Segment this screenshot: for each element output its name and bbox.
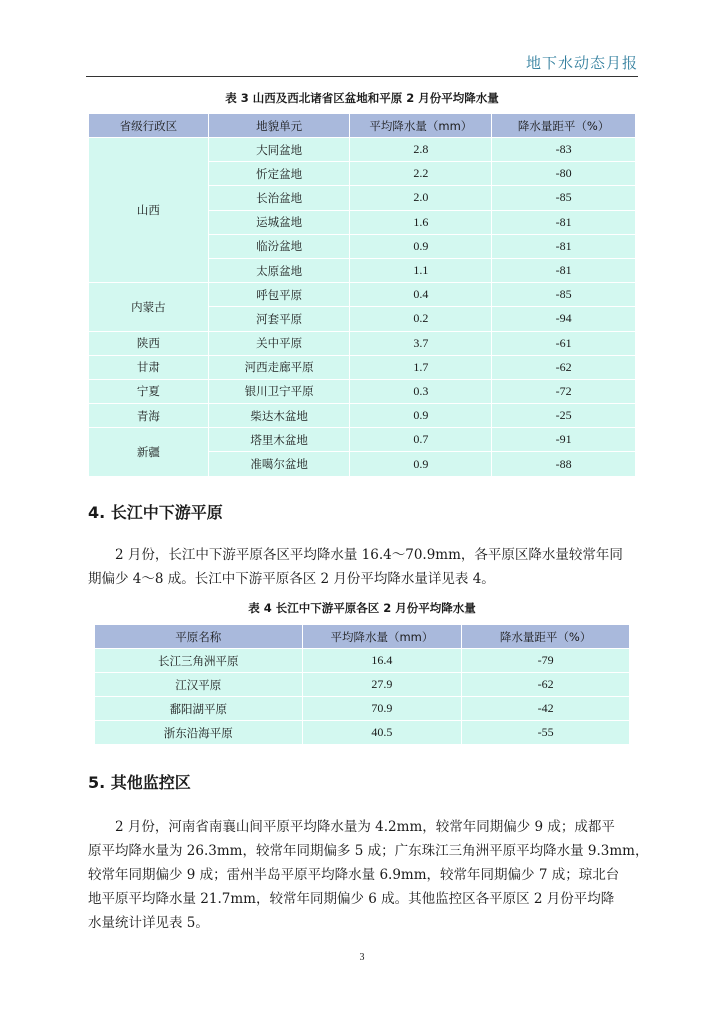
- table3-header-province: 省级行政区: [89, 114, 209, 138]
- unit-cell: 河西走廊平原: [208, 355, 350, 379]
- unit-cell: 忻定盆地: [208, 162, 350, 186]
- paragraph-line: 2 月份，长江中下游平原各区平均降水量 16.4～70.9mm，各平原区降水量较常年同: [115, 547, 623, 563]
- page-number: 3: [359, 952, 365, 963]
- unit-cell: 太原盆地: [208, 258, 350, 282]
- table-row: [89, 283, 636, 307]
- anomaly-cell: -91: [492, 428, 636, 452]
- section5-title: 5. 其他监控区: [88, 773, 191, 792]
- unit-cell: 银川卫宁平原: [208, 379, 350, 403]
- province-cell: 青海: [89, 404, 209, 428]
- unit-cell: 塔里木盆地: [208, 428, 350, 452]
- paragraph-line: 地平原平均降水量 21.7mm，较常年同期偏少 6 成。其他监控区各平原区 2 月份平均降: [88, 891, 615, 907]
- precip-cell: 1.6: [350, 210, 492, 234]
- table3-header-unit: 地貌单元: [208, 114, 350, 138]
- precip-cell: 2.8: [350, 138, 492, 162]
- province-cell: 内蒙古: [89, 283, 209, 331]
- table3-caption: 表 3 山西及西北诸省区盆地和平原 2 月份平均降水量: [225, 91, 499, 105]
- paragraph-line: 原平均降水量为 26.3mm，较常年同期偏多 5 成；广东珠江三角洲平原平均降水量 9.3mm，: [88, 843, 649, 859]
- anomaly-cell: -79: [462, 649, 630, 673]
- table-row: [95, 721, 630, 745]
- table-row: [89, 355, 636, 379]
- unit-cell: 关中平原: [208, 331, 350, 355]
- precip-cell: 0.9: [350, 452, 492, 476]
- precip-cell: 0.7: [350, 428, 492, 452]
- anomaly-cell: -62: [492, 355, 636, 379]
- anomaly-cell: -88: [492, 452, 636, 476]
- table4: [94, 624, 630, 745]
- plain-name-cell: 长江三角洲平原: [95, 649, 303, 673]
- anomaly-cell: -81: [492, 234, 636, 258]
- province-cell: 陕西: [89, 331, 209, 355]
- province-cell: 宁夏: [89, 379, 209, 403]
- paragraph-line: 较常年同期偏少 9 成；雷州半岛平原平均降水量 6.9mm，较常年同期偏少 7 成；琼北台: [88, 867, 620, 883]
- province-cell: 新疆: [89, 428, 209, 476]
- anomaly-cell: -62: [462, 673, 630, 697]
- precip-cell: 1.7: [350, 355, 492, 379]
- precip-cell: 70.9: [302, 697, 462, 721]
- province-cell: 甘肃: [89, 355, 209, 379]
- table-row: [89, 379, 636, 403]
- table4-header-anomaly: 降水量距平（%）: [462, 625, 630, 649]
- anomaly-cell: -85: [492, 186, 636, 210]
- header-divider: [86, 76, 638, 77]
- anomaly-cell: -42: [462, 697, 630, 721]
- anomaly-cell: -72: [492, 379, 636, 403]
- precip-cell: 0.3: [350, 379, 492, 403]
- report-title: 地下水动态月报: [525, 54, 638, 72]
- table4-header-precip: 平均降水量（mm）: [302, 625, 462, 649]
- precip-cell: 0.9: [350, 404, 492, 428]
- precip-cell: 2.2: [350, 162, 492, 186]
- table-row: [89, 331, 636, 355]
- precip-cell: 1.1: [350, 258, 492, 282]
- precip-cell: 16.4: [302, 649, 462, 673]
- paragraph-line: 期偏少 4～8 成。长江中下游平原各区 2 月份平均降水量详见表 4。: [88, 571, 495, 587]
- table4-header-name: 平原名称: [95, 625, 303, 649]
- anomaly-cell: -81: [492, 210, 636, 234]
- unit-cell: 河套平原: [208, 307, 350, 331]
- table-row: [95, 673, 630, 697]
- paragraph-line: 水量统计详见表 5。: [88, 915, 209, 931]
- table-row: [89, 404, 636, 428]
- precip-cell: 0.4: [350, 283, 492, 307]
- unit-cell: 呼包平原: [208, 283, 350, 307]
- section5-paragraph: [88, 815, 649, 935]
- unit-cell: 柴达木盆地: [208, 404, 350, 428]
- precip-cell: 27.9: [302, 673, 462, 697]
- table-row: [95, 697, 630, 721]
- unit-cell: 准噶尔盆地: [208, 452, 350, 476]
- section4-title: 4. 长江中下游平原: [88, 503, 223, 522]
- table-row: [89, 138, 636, 162]
- paragraph-line: 2 月份，河南省南襄山间平原平均降水量为 4.2mm，较常年同期偏少 9 成；成都平: [115, 819, 615, 835]
- plain-name-cell: 江汉平原: [95, 673, 303, 697]
- anomaly-cell: -94: [492, 307, 636, 331]
- unit-cell: 长治盆地: [208, 186, 350, 210]
- anomaly-cell: -83: [492, 138, 636, 162]
- section4-paragraph: [88, 543, 640, 591]
- anomaly-cell: -25: [492, 404, 636, 428]
- plain-name-cell: 浙东沿海平原: [95, 721, 303, 745]
- anomaly-cell: -85: [492, 283, 636, 307]
- anomaly-cell: -61: [492, 331, 636, 355]
- anomaly-cell: -81: [492, 258, 636, 282]
- plain-name-cell: 鄱阳湖平原: [95, 697, 303, 721]
- table-row: [95, 649, 630, 673]
- anomaly-cell: -80: [492, 162, 636, 186]
- table4-caption: 表 4 长江中下游平原各区 2 月份平均降水量: [248, 601, 476, 615]
- table3-header-precip: 平均降水量（mm）: [350, 114, 492, 138]
- precip-cell: 0.2: [350, 307, 492, 331]
- table3-header-anomaly: 降水量距平（%）: [492, 114, 636, 138]
- precip-cell: 40.5: [302, 721, 462, 745]
- precip-cell: 3.7: [350, 331, 492, 355]
- precip-cell: 0.9: [350, 234, 492, 258]
- table3: [88, 113, 636, 477]
- unit-cell: 临汾盆地: [208, 234, 350, 258]
- table-row: [89, 428, 636, 452]
- unit-cell: 运城盆地: [208, 210, 350, 234]
- province-cell: 山西: [89, 138, 209, 283]
- precip-cell: 2.0: [350, 186, 492, 210]
- unit-cell: 大同盆地: [208, 138, 350, 162]
- anomaly-cell: -55: [462, 721, 630, 745]
